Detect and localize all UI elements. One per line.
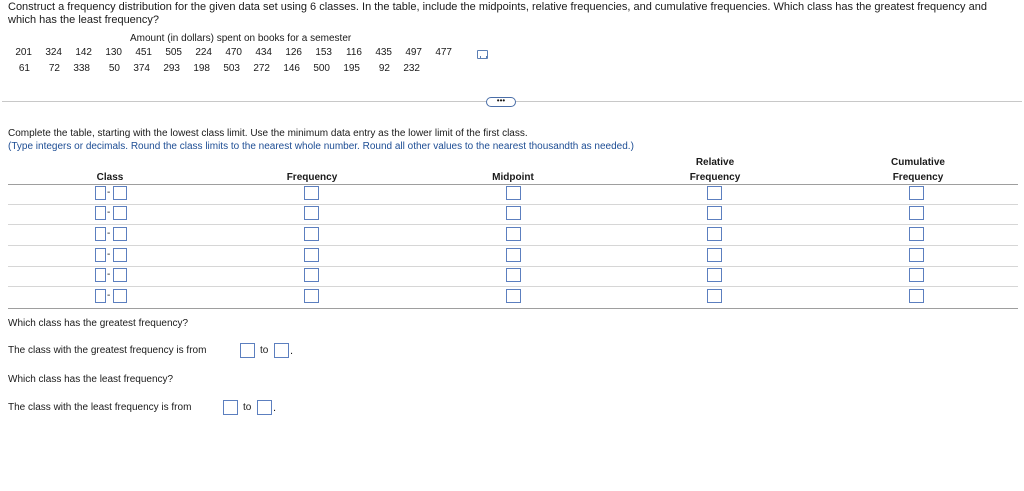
copy-data-icon[interactable] (477, 50, 488, 59)
header-frequency: Frequency (286, 172, 338, 183)
class-upper-input[interactable] (113, 227, 127, 241)
header-relative-line2: Frequency (689, 172, 741, 183)
class-upper-input[interactable] (113, 206, 127, 220)
relative-frequency-input[interactable] (707, 248, 722, 262)
hint-text: (Type integers or decimals. Round the class limits to the nearest whole number. Round all other values to the nearest thousandth as needed.) (8, 141, 634, 152)
table-bottom-rule (8, 308, 1018, 309)
data-value: 195 (343, 63, 360, 74)
cumulative-frequency-input[interactable] (909, 186, 924, 200)
question-text: Construct a frequency distribution for the given data set using 6 classes. In the table, include the midpoints, relative frequencies, and cumulative frequencies. Which class has the greatest frequency and which has the least frequency? (8, 1, 987, 26)
data-value: 142 (75, 47, 92, 58)
data-value: 224 (195, 47, 212, 58)
frequency-input[interactable] (304, 289, 319, 303)
class-separator: - (107, 290, 111, 301)
data-value: 201 (15, 47, 32, 58)
data-value: 153 (315, 47, 332, 58)
relative-frequency-input[interactable] (707, 186, 722, 200)
relative-frequency-input[interactable] (707, 289, 722, 303)
data-value: 232 (403, 63, 420, 74)
data-value: 477 (435, 47, 452, 58)
class-upper-input[interactable] (113, 268, 127, 282)
data-value: 92 (378, 63, 390, 74)
class-lower-input[interactable] (95, 186, 106, 200)
answer-greatest-label: The class with the greatest frequency is from (8, 345, 207, 356)
data-value: 500 (313, 63, 330, 74)
midpoint-input[interactable] (506, 268, 521, 282)
data-value: 497 (405, 47, 422, 58)
more-options-button[interactable]: ••• (486, 97, 516, 107)
midpoint-input[interactable] (506, 206, 521, 220)
relative-frequency-input[interactable] (707, 268, 722, 282)
question-least: Which class has the least frequency? (8, 374, 174, 385)
greatest-to-input[interactable] (274, 343, 289, 358)
data-value: 293 (163, 63, 180, 74)
cumulative-frequency-input[interactable] (909, 248, 924, 262)
midpoint-input[interactable] (506, 248, 521, 262)
greatest-to-label: to (260, 345, 269, 356)
header-relative-line1: Relative (695, 157, 735, 168)
data-value: 503 (223, 63, 240, 74)
cumulative-frequency-input[interactable] (909, 206, 924, 220)
class-upper-input[interactable] (113, 248, 127, 262)
data-value: 198 (193, 63, 210, 74)
frequency-input[interactable] (304, 248, 319, 262)
data-value: 470 (225, 47, 242, 58)
class-separator: - (107, 228, 111, 239)
greatest-period: . (290, 345, 294, 357)
table-header-rule (8, 184, 1018, 185)
relative-frequency-input[interactable] (707, 227, 722, 241)
least-to-input[interactable] (257, 400, 272, 415)
table-row-divider (8, 224, 1018, 225)
frequency-input[interactable] (304, 206, 319, 220)
midpoint-input[interactable] (506, 186, 521, 200)
frequency-input[interactable] (304, 268, 319, 282)
least-from-input[interactable] (223, 400, 238, 415)
greatest-from-input[interactable] (240, 343, 255, 358)
class-separator: - (107, 249, 111, 260)
data-value: 50 (108, 63, 120, 74)
data-value: 61 (18, 63, 30, 74)
answer-least-label: The class with the least frequency is from (8, 402, 192, 413)
instruction-text: Complete the table, starting with the lowest class limit. Use the minimum data entry as the lower limit of the first class. (8, 128, 528, 139)
frequency-input[interactable] (304, 227, 319, 241)
data-value: 126 (285, 47, 302, 58)
class-separator: - (107, 269, 111, 280)
question-greatest: Which class has the greatest frequency? (8, 318, 189, 329)
data-value: 435 (375, 47, 392, 58)
cumulative-frequency-input[interactable] (909, 268, 924, 282)
frequency-input[interactable] (304, 186, 319, 200)
class-lower-input[interactable] (95, 248, 106, 262)
header-cumulative-line1: Cumulative (891, 157, 945, 168)
midpoint-input[interactable] (506, 227, 521, 241)
data-value: 272 (253, 63, 270, 74)
cumulative-frequency-input[interactable] (909, 289, 924, 303)
data-value: 146 (283, 63, 300, 74)
header-class: Class (96, 172, 124, 183)
table-row-divider (8, 266, 1018, 267)
header-midpoint: Midpoint (492, 172, 534, 183)
class-separator: - (107, 187, 111, 198)
cumulative-frequency-input[interactable] (909, 227, 924, 241)
midpoint-input[interactable] (506, 289, 521, 303)
data-value: 72 (48, 63, 60, 74)
class-upper-input[interactable] (113, 186, 127, 200)
data-row-2 (8, 63, 420, 74)
data-value: 324 (45, 47, 62, 58)
data-table-title: Amount (in dollars) spent on books for a semester (130, 33, 352, 44)
table-row-divider (8, 286, 1018, 287)
least-to-label: to (243, 402, 252, 413)
class-upper-input[interactable] (113, 289, 127, 303)
header-cumulative-line2: Frequency (892, 172, 944, 183)
data-value: 338 (73, 63, 90, 74)
data-value: 374 (133, 63, 150, 74)
data-value: 451 (135, 47, 152, 58)
class-lower-input[interactable] (95, 268, 106, 282)
table-row-divider (8, 204, 1018, 205)
data-value: 130 (105, 47, 122, 58)
class-lower-input[interactable] (95, 227, 106, 241)
class-separator: - (107, 207, 111, 218)
data-value: 116 (346, 47, 362, 58)
data-row-1 (8, 47, 452, 58)
class-lower-input[interactable] (95, 206, 106, 220)
relative-frequency-input[interactable] (707, 206, 722, 220)
table-row-divider (8, 245, 1018, 246)
data-value: 434 (255, 47, 272, 58)
data-value: 505 (165, 47, 182, 58)
least-period: . (273, 402, 277, 414)
class-lower-input[interactable] (95, 289, 106, 303)
